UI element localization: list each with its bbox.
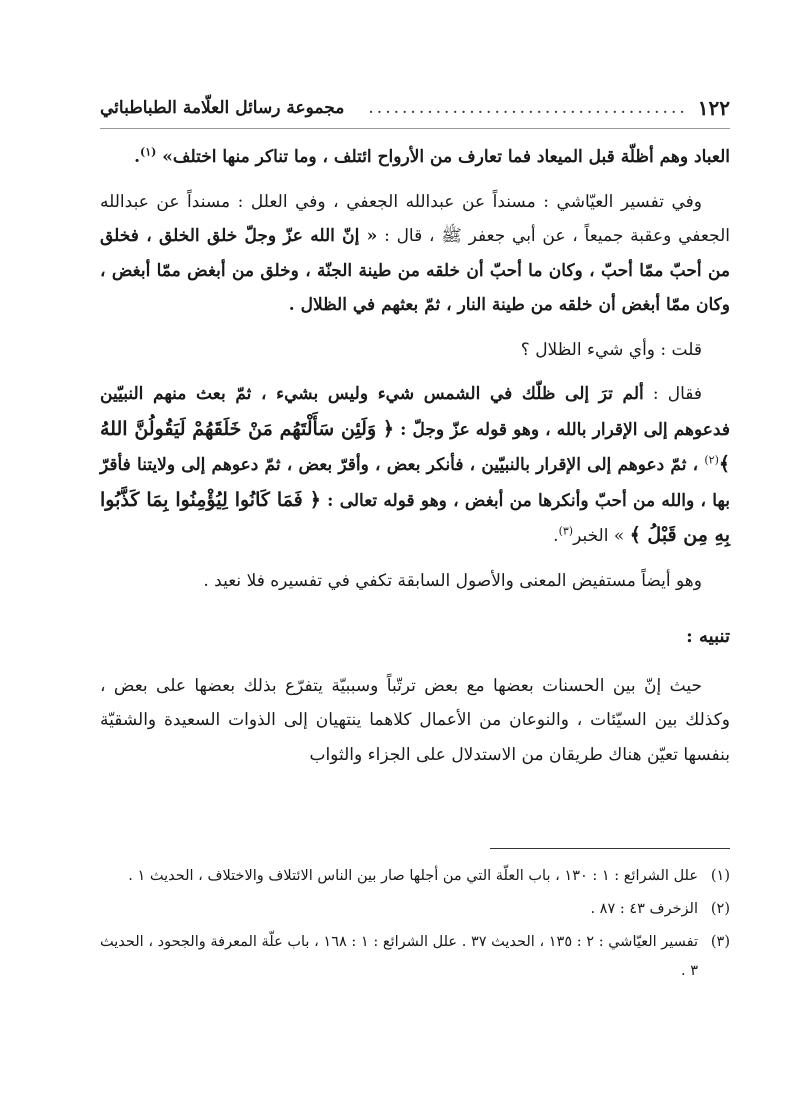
page-number: ١٢٢	[697, 96, 730, 120]
paragraph-6	[100, 669, 730, 773]
paragraph-4-end: .	[553, 526, 559, 546]
paragraph-4	[100, 377, 730, 554]
paragraph-2-hadith: « إنّ الله عزّ وجلّ خلق الخلق ، فخلق من أحبّ ممّا أحبّ ، وكان ما أحبّ أن خلقه من طينة الجنّة ، وخلق من أبغض ممّا أبغض ، وكان ممّا أبغض أن خلقه من طينة النار ، ثمّ بعثهم في الظلال .	[100, 226, 730, 315]
paragraph-5-text: وهو أيضاً مستفيض المعنى والأصول السابقة تكفي في تفسيره فلا نعيد .	[203, 570, 702, 591]
paragraph-1	[100, 140, 730, 175]
footnote-text: الزخرف ٤٣ : ٨٧ .	[590, 901, 698, 917]
paragraph-1-end: .	[134, 147, 141, 167]
body-text	[100, 140, 730, 782]
footnote-rule	[490, 848, 730, 849]
footnote-ref-3[interactable]: (٣)	[558, 524, 574, 538]
footnote-ref-2[interactable]: (٢)	[704, 453, 719, 467]
footnote-number: (٣)	[710, 934, 730, 950]
footnote-text: تفسير العيّاشي : ٢ : ١٣٥ ، الحديث ٣٧ . علل الشرائع : ١ : ١٦٨ ، باب علّة المعرفة والجحود ، الحديث ٣ .	[100, 934, 698, 979]
paragraph-2	[100, 185, 730, 323]
paragraph-4-hadith-b: ، ثمّ دعوهم إلى الإقرار بالنبيّين ، فأنكر بعض ، وأقرّ بعض ، ثمّ دعوهم إلى ولايتنا فأقرّ بها ، والله من أحبّ وأنكرها من أبغض ، وهو قوله تعالى :	[100, 455, 730, 511]
footnote-ref-1[interactable]: (١)	[140, 145, 157, 159]
paragraph-2-intro: وفي تفسير العيّاشي : مسنداً عن عبدالله الجعفي ، وفي العلل : مسنداً عن عبدالله الجعفي وعقبة جميعاً ، عن أبي جعفر ﷺ ، قال :	[100, 191, 730, 246]
book-title: مجموعة رسائل العلّامة الطباطبائي	[100, 98, 345, 118]
section-heading: تنبيه :	[686, 626, 730, 647]
footnote-text: علل الشرائع : ١ : ١٣٠ ، باب العلّة التي من أجلها صار بين الناس الائتلاف والاختلاف ، الحديث ١ .	[128, 868, 698, 884]
footnote-2	[100, 895, 730, 924]
book-page	[100, 0, 730, 1114]
paragraph-3-text: قلت : وأي شيء الظلال ؟	[520, 339, 702, 360]
running-head	[100, 90, 730, 126]
quran-verse-1: ﴿ وَلَئِن سَأَلْتَهُم مَنْ خَلَقَهُمْ لَيَقُولُنَّ اللهُ ﴾	[100, 417, 730, 475]
footnote-number: (٢)	[710, 901, 730, 917]
footnote-3	[100, 928, 730, 986]
paragraph-5	[100, 564, 730, 599]
paragraph-6-text: حيث إنّ بين الحسنات بعضها مع بعض ترتّباً وسببيّة يتفرّع بذلك بعضها على بعض ، وكذلك بين السيّئات ، والنوعان من الأعمال كلاهما ينتهيان إلى الذوات السعيدة والشقيّة بنفسها تعيّن هناك طريقان من الاستدلال على الجزاء والثواب	[100, 675, 730, 765]
footnote-1	[100, 862, 730, 891]
header-rule	[100, 128, 730, 129]
footnotes	[100, 862, 730, 990]
leader-dots: ......................................	[368, 98, 688, 118]
paragraph-4-tail: » الخبر	[573, 526, 630, 546]
quran-verse-2: ﴿ فَمَا كَانُوا لِيُؤْمِنُوا بِمَا كَذَّبُوا بِهِ مِن قَبْلُ ﴾	[100, 488, 730, 546]
footnote-number: (١)	[710, 868, 730, 884]
paragraph-3	[100, 333, 730, 368]
paragraph-4-hadith-a: ألم ترَ إلى ظلّك في الشمس شيء وليس بشيء ، ثمّ بعث منهم النبيّين فدعوهم إلى الإقرار بالله ، وهو قوله عزّ وجلّ :	[100, 384, 730, 440]
paragraph-1-text: العباد وهم أظلّة قبل الميعاد فما تعارف من الأرواح ائتلف ، وما تناكر منها اختلف»	[156, 147, 730, 167]
paragraph-4-intro: فقال :	[643, 384, 703, 404]
